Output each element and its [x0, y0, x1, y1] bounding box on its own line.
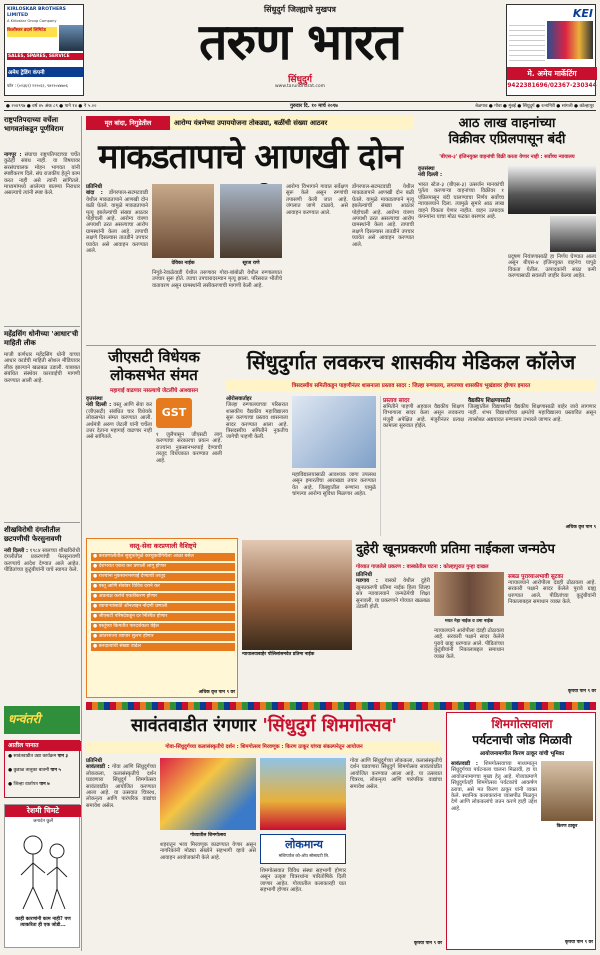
car-photo: [508, 166, 596, 214]
monkey-fever-story: [86, 184, 414, 342]
shimga-col-4: गोवा आणि सिंधुदुर्गच्या लोककला, कलासंस्कृतीचे दर्शन घडवणारा सिंधुदुर्ग शिमगोत्सव सावंतवाडीत आयोजित करण्यात आला आहे. या उत्सवात चित्ररथ, लोकनृत्य आणि पारंपरिक वाद्यांचा समावेश असेल.: [350, 758, 442, 790]
left-column: [4, 116, 82, 951]
shimga-body-1: गोवा आणि सिंधुदुर्गच्या लोककला, कलासंस्कृतीचे दर्शन घडवणारा सिंधुदुर्ग शिमगोत्सव सावंतवाडीत आयोजित करण्यात आला आहे. या उत्सवात चित्ररथ, लोकनृत्य आणि पारंपरिक वाद्यांचा समावेश असेल.: [86, 764, 157, 809]
monkey-col-3: आरोग्य विभागाने गावात सर्वेक्षण सुरू केले असून रुग्णांची तपासणी केली जात आहे. जंगलात जाणे टाळावे, असे आवाहन करण्यात आले.: [286, 184, 348, 216]
murder-story: [242, 540, 596, 698]
lokmanya-name: लोकमान्य: [285, 838, 323, 851]
gst-box-item: ● वस्तूंच्या किमतीत पारदर्शकता येईल: [91, 623, 235, 631]
sikh-story-text: १९८४ सालच्या शीखविरोधी दंगलीतील प्रकरणांची फेरसुनावणी करण्याचे आदेश देण्यात आले आहेत. पीडितांच्या कुटुंबीयांनी याचे स्वागत केले.: [4, 548, 80, 574]
victim-photo-2-caption: सूरज राणे: [242, 261, 260, 266]
gst-byline: वृत्तसंस्था: [86, 396, 103, 402]
monkey-col-4: डोंगरपाल-सटमटवाडी येथील माकडतापाने आणखी दोन बळी घेतले. यामुळे माकडतापाने मृत्यू झालेल्यांची संख्या आठवर पोहोचली आहे. आरोग्य यंत्रणा अपयशी ठरत असल्याचा आरोप ग्रामस्थांनी केला आहे. तापाची लक्षणे दिसल्यास तातडीने उपचार घ्यावेत असे आवाहन करण्यात आले.: [352, 184, 414, 248]
monkey-byline: प्रतिनिधी: [86, 184, 103, 190]
gst-box-item: ● राज्यांना नुकसानभरपाई देण्याची तरतूद: [91, 573, 235, 581]
gst-box-item: ● वस्तू आणि सेवांवर विविध दराने कर: [91, 583, 235, 591]
medical-body-1: जिल्हा रुग्णालयाच्या परिसरात शासकीय वैद्यकीय महाविद्यालय सुरू करण्याचा प्रस्ताव शासनाला सादर करण्यात आला आहे. त्रिसदस्यीय समितीने नुकतीच जागेची पाहणी केली.: [226, 402, 288, 441]
tourism-sub: आयोजनामागील किरण ठाकूर यांची भूमिका: [479, 751, 565, 757]
vehicles-body-2: प्रदूषण नियंत्रणासाठी हा निर्णय घेण्यात आला असून बीएस-४ इंजिनयुक्त वाहनेच यापुढे विकता येतील. उत्पादकांनी साठा कमी करण्यासाठी सवलती जाहीर केल्या आहेत.: [508, 254, 596, 280]
vehicles-body-1: भारत स्टेज-३ (बीएस-३) उत्सर्जन मानकांची पूर्तता करणाऱ्या वाहनांच्या विक्रीवर १ एप्रिलपासून बंदी घालण्याचा निर्णय सर्वोच्च न्यायालयाने दिला. त्यामुळे सुमारे आठ लाख वाहने विकता येणार नाहीत. वाहन उत्पादक कंपन्यांना याचा मोठा फटका बसणार आहे.: [418, 182, 504, 221]
victims-photo: [434, 572, 504, 616]
shimga-headline[interactable]: [86, 712, 442, 740]
vehicles-headline-1[interactable]: आठ लाख वाहनांच्या: [458, 116, 556, 131]
issue-info: ● २०४९९७ ● वर्ष ४५ अंक ८९ ● पाने १४ ● ₹ ५.००: [6, 104, 97, 109]
murder-right-col: [508, 572, 596, 698]
rss-story-body: [4, 152, 80, 324]
shimga-col-2: शहरातून भव्य मिरवणूक काढण्यात येणार असून नागरिकांनी मोठ्या संख्येने सहभागी व्हावे असे आवाहन आयोजकांनी केले आहे.: [160, 842, 256, 861]
gst-body-1: वस्तू आणि सेवा कर (जीएसटी) संबंधित चार विधेयके लोकसभेत संमत करण्यात आली. अर्थमंत्री अरुण जेटली यांनी चर्चेला उत्तर देताना महागाई वाढणार नाही असे सांगितले.: [86, 402, 153, 441]
medical-box-title: प्रस्ताव सादर: [383, 398, 410, 404]
gst-box-item: ● व्यापाऱ्यांसाठी ऑनलाइन नोंदणी प्रणाली: [91, 603, 235, 611]
gst-box-item: ● जीएसटी परिषदेकडून दर निश्चित होणार: [91, 613, 235, 621]
lead-headline[interactable]: माकडतापाचे आणखी दोन: [98, 137, 402, 177]
lokmanya-ad[interactable]: [260, 834, 346, 864]
monkey-col-2: निगुडे-रेवाळेवाडी येथील तरुणावर गोवा-बांबोळी येथील रुग्णालयात उपचार सुरू होते. त्याचा उपचारादरम्यान मृत्यू झाला. परिसरात भीतीचे वातावरण असून ग्रामस्थांनी लसीकरणाची मागणी केली आहे.: [152, 270, 282, 289]
tourism-continue[interactable]: कृपया पान ९ वर: [565, 940, 593, 945]
medical-col-1: [226, 396, 288, 536]
kirloskar-product: किर्लोस्कर ब्रदर्स लिमिटेड: [7, 27, 57, 37]
kei-list: [509, 21, 545, 61]
murder-col-2: न्यायालयाने आरोपीला दंडही ठोठावला आहे. सरकारी पक्षाने सादर केलेले पुरावे ग्राह्य धरण्यात आले. पीडितांच्या कुटुंबीयांनी निकालाबद्दल समाधान व्यक्त केले.: [434, 628, 504, 660]
cartoon-byline: जनार्दन कुर्ले: [33, 819, 53, 824]
gst-sub: महागाई वाढणार नसल्याचे जेटलींचे आश्वासन: [109, 388, 199, 394]
rss-story-place: नागपूर :: [4, 152, 22, 158]
gst-box-item: ● अप्रत्यक्ष करांचे एकत्रीकरण होणार: [91, 593, 235, 601]
index-title: आतील पानात: [5, 741, 81, 751]
cartoon-caption: काही कारणांनी काम नाही? पण त्याकरिता ही एक जोडी...: [15, 917, 71, 928]
inside-pages-index: [4, 740, 80, 798]
victim-photo-1-caption: देविका नाईक: [171, 261, 195, 266]
top-strip: [86, 116, 414, 130]
kirloskar-sub: A Kirloskar Group Company: [7, 19, 57, 23]
vehicles-story: [418, 116, 596, 342]
kei-phone: 9422381696/02367-230344: [507, 83, 597, 89]
divider: [86, 345, 596, 346]
murder-continue[interactable]: कृपया पान ९ वर: [568, 689, 596, 694]
court-photo-caption: न्यायालयाबाहेर पोलिसांसमवेत प्रतिमा नाईक: [242, 652, 315, 657]
rss-story-text: संघाचा राष्ट्रपतिपदाच्या चर्चेत कुठेही संबंध नाही. या विषयावर सरसंघचालक मोहन भागवत यांनी स्पष्टीकरण दिले. संघ राजकीय हेतूने काम करत नाही असे त्यांनी सांगितले. माध्यमांमध्ये आलेल्या बातम्या निराधार असल्याचे त्यांनी स्पष्ट केले.: [4, 152, 81, 197]
sikh-story-place: नवी दिल्ली :: [4, 548, 29, 554]
murder-right-body: न्यायालयाने आरोपीला दंडही ठोठावला आहे. सरकारी पक्षाने सादर केलेले पुरावे ग्राह्य धरण्यात आले. पीडितांच्या कुटुंबीयांनी निकालाबद्दल समाधान व्यक्त केले.: [508, 580, 596, 606]
issue-date: गुरुवार दि. १० मार्च २०१७: [290, 103, 338, 109]
murder-col-1: [356, 572, 430, 698]
tourism-body: [451, 761, 537, 937]
victim-photo-2: [220, 184, 282, 258]
masthead-edition: सिंधुदुर्ग: [288, 75, 312, 85]
vehicles-sub: 'बीएस-३' इंजिनयुक्त वाहनांची विक्री करता येणार नाही : सर्वोच्च न्यायालय: [439, 154, 575, 160]
kirloskar-service: SALES, SPARES, SERVICE: [7, 53, 83, 60]
shimga-story: [86, 712, 442, 950]
vehicles-headline-2[interactable]: विक्रीवर एप्रिलपासून बंदी: [448, 132, 566, 147]
edition-list: बेळगाव ● गोवा ● मुंबई ● सिंधुदुर्ग ● रत्नागिरी ● सांगली ● कोल्हापूर: [475, 104, 594, 109]
shimga-parade-photo: [160, 758, 256, 830]
victims-photo-caption: मयत नेहा नाईक व उमा नाईक: [444, 619, 494, 624]
medical-box-body: समितीने पाहणी अहवाल वैद्यकीय शिक्षण विभागाला सादर केला असून लवकरच मंजुरी अपेक्षित आहे. मंजुरीनंतर प्रत्यक्ष कामाला सुरुवात होईल.: [383, 404, 464, 430]
murder-body-1: वास्को येथील दुहेरी खूनप्रकरणी प्रतिमा नाईक हिला जिल्हा सत्र न्यायालयाने जन्मठेपेची शिक्षा सुनावली. या प्रकरणाने गोव्यात खळबळ उडाली होती.: [356, 578, 430, 611]
shimga-col-3: शिमगोत्सवात विविध संस्था सहभागी होणार असून उत्कृष्ट चित्ररथांना पारितोषिके दिली जाणार आहेत. गोव्यातील कलाकारही यात सहभागी होणार आहेत.: [260, 868, 346, 894]
medical-col-2: महाविद्यालयासाठी आवश्यक जागा उपलब्ध असून इमारतीचा आराखडा तयार करण्यात येत आहे. जिल्ह्यातील रुग्णांना यामुळे चांगल्या आरोग्य सुविधा मिळणार आहेत.: [292, 472, 376, 498]
medical-story: [226, 348, 596, 536]
gst-box-list: [91, 553, 235, 653]
shimga-continue[interactable]: कृपया पान ९ वर: [414, 941, 442, 946]
monkey-body-1: डोंगरपाल-सटमटवाडी येथील माकडतापाने आणखी दोन बळी घेतले. यामुळे माकडतापाने मृत्यू झालेल्यांची संख्या आठवर पोहोचली आहे. आरोग्य यंत्रणा अपयशी ठरत असल्याचा आरोप ग्रामस्थांनी केला आहे. तापाची लक्षणे दिसल्यास तातडीने उपचार घ्यावेत असे आवाहन करण्यात आले.: [86, 190, 148, 255]
shimga-byline: प्रतिनिधी: [86, 758, 103, 764]
vehicles-place: नवी दिल्ली :: [418, 172, 443, 179]
medical-proposal-box: [380, 396, 464, 536]
dhoni-story-title[interactable]: महेंद्रसिंग धोनीच्या 'आधार'ची माहिती लीक: [4, 330, 79, 347]
masthead-website[interactable]: www.tarunbharat.com: [274, 84, 325, 89]
kei-logo: KEI: [572, 7, 593, 20]
top-strip-text: आरोग्य यंत्रणेच्या उपाययोजना तोकड्या, बळींची संख्या आठवर: [174, 119, 328, 127]
doctor-photo: [292, 396, 376, 468]
tourism-headline-2[interactable]: पर्यटनाची जोड मिळावी: [472, 733, 572, 747]
shimga-parade-caption: गोव्यातील शिमगोत्सव: [190, 833, 226, 838]
kiran-thakur-caption: किरण ठाकूर: [556, 824, 578, 829]
medical-right-label: वैद्यकीय शिक्षणासाठी: [468, 398, 511, 404]
index-item[interactable]: ● कुडाळ तालुका बातमी पान ५: [8, 768, 61, 773]
gst-headline-1[interactable]: जीएसटी विधेयक: [108, 348, 200, 366]
tourism-story: [446, 712, 596, 950]
rss-story-title[interactable]: राष्ट्रपतिपदाच्या वर्चेला भागवतांकडून पूर्णविराम: [4, 116, 64, 133]
gst-place: नवी दिल्ली :: [86, 402, 112, 409]
gst-col-1: [86, 396, 152, 534]
sikh-story-body: [4, 548, 80, 698]
shimga-sub: गोवा-सिंधुदुर्गच्या कलासंस्कृतीचे दर्शन : शिमगोत्सव मिरवणूक : किरण ठाकूर यांच्या संकल्पनेतून आयोजन: [86, 742, 442, 753]
court-photo: [242, 540, 352, 650]
dhoni-story-body: माजी कर्णधार महेंद्रसिंग धोनी याच्या आधार कार्डची माहिती सोशल मीडियावर लीक झाल्याने खळबळ उडाली. याबाबत संबंधित संस्थेवर कारवाईची मागणी करण्यात आली आहे.: [4, 352, 80, 384]
index-item[interactable]: ● जिल्हा वार्तापत्र पान ७: [8, 782, 50, 787]
shimga-headline-b: 'सिंधुदुर्ग शिमगोत्सव': [262, 715, 398, 736]
gst-box-item: ● करदात्यांची संख्या वाढेल: [91, 643, 235, 651]
masthead-title: तरुण भारत: [198, 13, 401, 71]
tourism-place: सावंतवाडी :: [451, 761, 478, 767]
cable-image: [547, 21, 593, 59]
victim-photo-1: [152, 184, 214, 258]
medical-right-body: जिल्ह्यातील विद्यार्थ्यांना वैद्यकीय शिक्षणासाठी बाहेर जावे लागणार नाही. शंभर विद्यार्थ्यांच्या क्षमतेचे महाविद्यालय प्रस्तावित असून त्यासोबत अद्ययावत रुग्णालय उभारले जाणार आहे.: [468, 404, 596, 423]
monkey-col-1: [86, 184, 148, 342]
kirloskar-brand: KIRLOSKAR BROTHERS LIMITED: [7, 7, 66, 18]
kei-dealer-name: मे. अमेय मार्केटिंग: [507, 67, 597, 80]
gst-box-item: ● करप्रणालीतील सुसूत्रतेमुळे करचुकवेगिरीला आळा बसेल: [91, 553, 235, 561]
kei-ad[interactable]: [506, 4, 596, 96]
tourism-headline-1[interactable]: शिमगोत्सवाला: [491, 717, 553, 731]
sikh-story-title[interactable]: शीखविरोधी दंगलीतील छटपणीची फेरसुनावणी: [4, 526, 62, 543]
gst-box-item: ● आंतरराज्य व्यापार सुलभ होणार: [91, 633, 235, 641]
kirloskar-ad[interactable]: [4, 4, 84, 96]
bike-photo: [550, 216, 596, 252]
dhanvantari-ad[interactable]: [4, 706, 80, 734]
murder-place: मडगाव :: [356, 578, 379, 585]
cartoon-drawing: [11, 827, 75, 915]
gst-box-title: वस्तू-सेवा करप्रणाली वैशिष्ट्ये: [129, 542, 197, 550]
murder-sub: गोव्यात गाजलेले प्रकरण : वास्कोतील घटना : कोल्हापुरात गुन्हा दाखल: [356, 564, 489, 570]
vehicles-byline: वृत्तसंस्था: [418, 166, 435, 172]
gst-box-item: ● देशभरात एकच कर प्रणाली लागू होणार: [91, 563, 235, 571]
cartoon-box: [4, 804, 80, 948]
medical-byline: ओरोसवार्ताहर: [226, 396, 252, 402]
shimga-float-photo: [260, 758, 346, 830]
dhanvantari-name: धन्वंतरी: [8, 712, 41, 726]
gst-headline-2[interactable]: लोकसभेत संमत: [110, 366, 198, 384]
murder-byline: प्रतिनिधी: [356, 572, 373, 578]
gst-badge: GST: [156, 398, 192, 428]
gst-feature-box: [86, 538, 238, 698]
monkey-place: बांदा :: [86, 190, 103, 197]
murder-right-title: सबळ पुराव्याअभावी सुटका: [508, 574, 564, 580]
masthead-tagline: सिंधुदुर्ग जिल्ह्याचे मुखपत्र: [264, 5, 336, 14]
medical-continue[interactable]: अधिक वृत्त पान ९: [565, 525, 596, 530]
medical-headline[interactable]: सिंधुदुर्गात लवकरच शासकीय मेडिकल कॉलेज: [246, 350, 576, 374]
top-strip-tag: मृत बांदा, निगुडेतील: [86, 116, 170, 130]
tourism-text: शिमगोत्सवाच्या माध्यमातून सिंधुदुर्गच्या पर्यटनाला चालना मिळावी, हा या आयोजनामागचा मुख्य हेतू आहे. गोव्याप्रमाणे सिंधुदुर्गातही शिमगोत्सव पर्यटकांचे आकर्षण ठरावा, असे मत किरण ठाकूर यांनी व्यक्त केले. स्थानिक कलाकारांना व्यासपीठ मिळवून देणे आणि लोककलांचे जतन करणे हाही उद्देश आहे.: [451, 761, 538, 812]
gst-continue[interactable]: अधिक वृत्त पान ९ वर: [198, 690, 235, 695]
dealer-name: अमेय ट्रेडिंग कंपनी: [7, 67, 83, 77]
medical-right-col: [468, 396, 596, 536]
shimga-headline-a: सावंतवाडीत रंगणार: [130, 715, 257, 736]
shimga-col-1: [86, 758, 156, 950]
festive-border: [86, 702, 596, 710]
shimga-place: सावंतवाडी :: [86, 764, 110, 771]
lokmanya-sub: मल्टिपर्पज को-ऑप सोसायटी लि.: [278, 853, 330, 858]
cartoon-title: रेशमी चिमटे: [5, 805, 81, 817]
gst-story: [86, 348, 222, 534]
index-item[interactable]: ● सावंतवाडीत उद्या कार्यक्रम पान ३: [8, 754, 68, 759]
gst-col-2: १ जुलैपासून जीएसटी लागू करण्याचा सरकारचा प्रयत्न आहे. राज्यांना नुकसानभरपाई देण्याची तरतूद विधेयकात करण्यात आली आहे.: [156, 432, 222, 464]
murder-headline[interactable]: दुहेरी खूनप्रकरणी प्रतिमा नाईकला जन्मठेप: [356, 542, 555, 557]
dealer-phone: फोन : (०२३६२) २२२०६२, ९४२२०४४७०६: [7, 83, 68, 88]
kiran-thakur-photo: [541, 761, 593, 821]
info-bar: [4, 101, 596, 111]
masthead: [0, 0, 600, 100]
divider: [4, 522, 80, 523]
medical-sub: त्रिसदस्यीय समितीकडून पाहणीनंतर शासनाला प्रस्ताव सादर : जिल्हा रुग्णालय, लगतच्या शासकीय भूखंडावर होणार इमारत: [226, 380, 596, 392]
pump-image: [59, 25, 83, 51]
divider: [4, 326, 80, 327]
